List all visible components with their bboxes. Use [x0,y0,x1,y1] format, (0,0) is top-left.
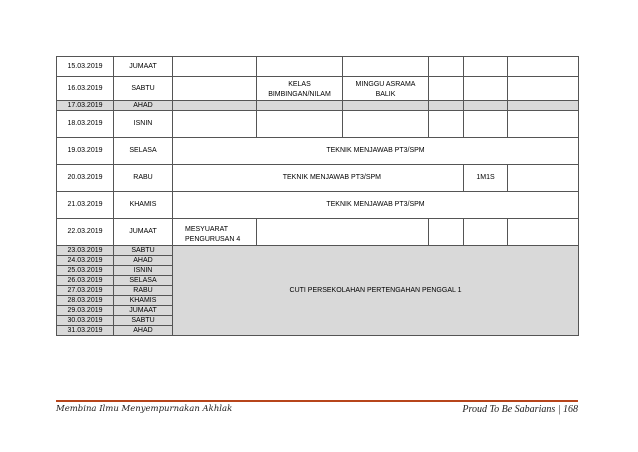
page-footer [56,404,578,418]
day-cell: JUMAAT [114,306,173,316]
activity-cell: MINGGU ASRAMA BALIK [343,77,429,101]
date-cell: 29.03.2019 [57,306,114,316]
empty-cell [429,57,464,77]
day-cell: KHAMIS [114,192,173,219]
table-row [57,138,579,165]
empty-cell [173,111,257,138]
date-cell: 26.03.2019 [57,276,114,286]
date-cell: 17.03.2019 [57,101,114,111]
empty-cell [257,101,343,111]
day-cell: SELASA [114,276,173,286]
table-row [57,111,579,138]
day-cell: JUMAAT [114,219,173,246]
empty-cell [508,57,579,77]
holiday-cell: CUTI PERSEKOLAHAN PERTENGAHAN PENGGAL 1 [173,246,579,336]
empty-cell [173,101,257,111]
activity-cell: TEKNIK MENJAWAB PT3/SPM [173,165,464,192]
date-cell: 22.03.2019 [57,219,114,246]
date-cell: 25.03.2019 [57,266,114,276]
day-cell: SABTU [114,316,173,326]
empty-cell [429,111,464,138]
day-cell: ISNIN [114,111,173,138]
activity-cell: KELAS BIMBINGAN/NILAM [257,77,343,101]
date-cell: 15.03.2019 [57,57,114,77]
empty-cell [464,111,508,138]
empty-cell [508,219,579,246]
activity-cell: TEKNIK MENJAWAB PT3/SPM [173,192,579,219]
schedule-table [56,56,579,336]
day-cell: RABU [114,286,173,296]
table-row [57,101,579,111]
date-cell: 21.03.2019 [57,192,114,219]
footer-page-number: Proud To Be Sabarians | 168 [462,404,578,415]
activity-cell: TEKNIK MENJAWAB PT3/SPM [173,138,579,165]
activity-cell: 1M1S [464,165,508,192]
empty-cell [343,111,429,138]
activity-cell: MESYUARAT PENGURUSAN 4 [173,219,257,246]
day-cell: AHAD [114,101,173,111]
date-cell: 20.03.2019 [57,165,114,192]
empty-cell [508,165,579,192]
empty-cell [508,77,579,101]
date-cell: 24.03.2019 [57,256,114,266]
empty-cell [429,219,464,246]
empty-cell [508,111,579,138]
footer-motto: Membina Ilmu Menyempurnakan Akhlak [56,404,233,414]
table-row [57,165,579,192]
table-row [57,192,579,219]
empty-cell [257,57,343,77]
empty-cell [464,219,508,246]
day-cell: SABTU [114,246,173,256]
empty-cell [257,111,343,138]
day-cell: ISNIN [114,266,173,276]
table-row [57,246,579,256]
day-cell: AHAD [114,256,173,266]
footer-divider [56,400,578,402]
date-cell: 19.03.2019 [57,138,114,165]
empty-cell [508,101,579,111]
empty-cell [173,77,257,101]
date-cell: 18.03.2019 [57,111,114,138]
table-row [57,77,579,101]
empty-cell [464,57,508,77]
empty-cell [343,101,429,111]
date-cell: 23.03.2019 [57,246,114,256]
date-cell: 31.03.2019 [57,326,114,336]
day-cell: KHAMIS [114,296,173,306]
day-cell: AHAD [114,326,173,336]
day-cell: RABU [114,165,173,192]
empty-cell [464,77,508,101]
empty-cell [429,101,464,111]
date-cell: 28.03.2019 [57,296,114,306]
empty-cell [257,219,429,246]
empty-cell [173,57,257,77]
table-row [57,57,579,77]
empty-cell [464,101,508,111]
day-cell: SABTU [114,77,173,101]
date-cell: 30.03.2019 [57,316,114,326]
date-cell: 16.03.2019 [57,77,114,101]
empty-cell [429,77,464,101]
day-cell: SELASA [114,138,173,165]
table-row [57,219,579,246]
date-cell: 27.03.2019 [57,286,114,296]
day-cell: JUMAAT [114,57,173,77]
empty-cell [343,57,429,77]
